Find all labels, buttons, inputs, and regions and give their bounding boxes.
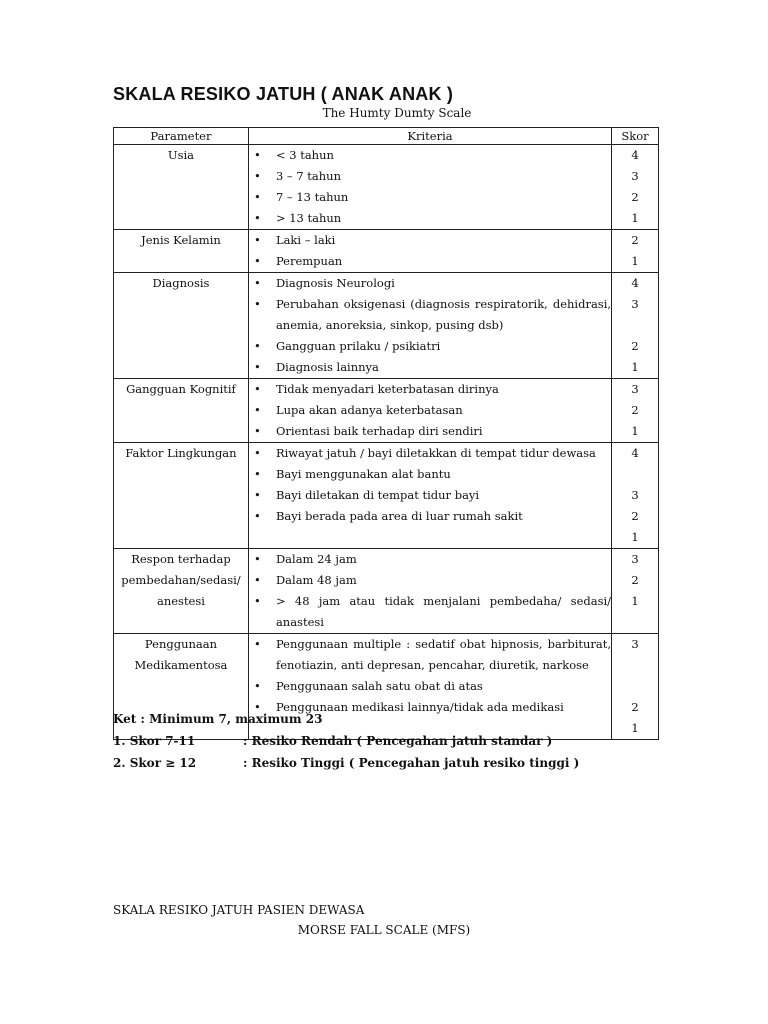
score-value: 1 [631, 211, 639, 225]
table-row-respon-pembedahan [114, 549, 659, 634]
score-value: 4 [631, 148, 639, 162]
criteria-item: • Tidak menyadari keterbatasan dirinya [249, 379, 611, 400]
notes-lead: Ket : Minimum 7, maximum 23 [113, 712, 323, 726]
criteria-item: • > 48 jam atau tidak menjalani pembedaha/ sedasi/ anastesi [249, 591, 611, 633]
score-value: 2 [631, 233, 639, 247]
section-subtitle: MORSE FALL SCALE (MFS) [297, 923, 471, 937]
table-row-gangguan-kognitif [114, 379, 659, 443]
score-value: 3 [631, 552, 639, 566]
risk-scale-table [113, 127, 659, 740]
score-value: 3 [631, 382, 639, 396]
header-parameter: Parameter [114, 128, 249, 145]
notes-key: 1. Skor 7-11 [113, 734, 196, 748]
score-spacer [612, 676, 658, 697]
criteria-item: • Diagnosis Neurologi [249, 273, 611, 294]
score-value: 2 [631, 700, 639, 714]
criteria-item: • Diagnosis lainnya [249, 357, 611, 378]
parameter-cell: Respon terhadap pembedahan/sedasi/ anestesi [114, 549, 249, 634]
score-value: 2 [631, 403, 639, 417]
score-value: 3 [631, 169, 639, 183]
criteria-item: • Riwayat jatuh / bayi diletakkan di tempat tidur dewasa [249, 443, 611, 464]
criteria-item: • Bayi menggunakan alat bantu [249, 464, 611, 485]
score-value: 2 [631, 573, 639, 587]
page-title: SKALA RESIKO JATUH ( ANAK ANAK ) [113, 84, 454, 104]
criteria-item: • Penggunaan salah satu obat di atas [249, 676, 611, 697]
notes-line-low-risk [113, 734, 552, 748]
criteria-cell [248, 549, 611, 634]
score-spacer [612, 315, 658, 336]
notes-value: : Resiko Tinggi ( Pencegahan jatuh resiko tinggi ) [243, 756, 580, 770]
score-value: 4 [631, 276, 639, 290]
notes-key: 2. Skor ≥ 12 [113, 756, 197, 770]
criteria-cell [248, 230, 611, 273]
score-cell [612, 145, 659, 230]
table-row-faktor-lingkungan [114, 443, 659, 549]
score-value: 1 [631, 721, 639, 735]
criteria-item: • Gangguan prilaku / psikiatri [249, 336, 611, 357]
notes-value: : Resiko Rendah ( Pencegahan jatuh standar ) [243, 734, 553, 748]
parameter-cell: Faktor Lingkungan [114, 443, 249, 549]
score-value: 2 [631, 339, 639, 353]
table-row-usia [114, 145, 659, 230]
score-cell [612, 273, 659, 379]
score-cell [612, 549, 659, 634]
page-subtitle: The Humty Dumty Scale [322, 106, 472, 120]
section-title: SKALA RESIKO JATUH PASIEN DEWASA [113, 903, 365, 917]
table-row-jenis-kelamin [114, 230, 659, 273]
criteria-item: • Orientasi baik terhadap diri sendiri [249, 421, 611, 442]
score-value: 1 [631, 424, 639, 438]
score-value: 2 [631, 509, 639, 523]
criteria-item: • < 3 tahun [249, 145, 611, 166]
criteria-cell [248, 379, 611, 443]
header-kriteria: Kriteria [248, 128, 611, 145]
criteria-cell [248, 273, 611, 379]
criteria-item: • Dalam 48 jam [249, 570, 611, 591]
score-cell [612, 443, 659, 549]
score-cell [612, 379, 659, 443]
parameter-cell: Gangguan Kognitif [114, 379, 249, 443]
criteria-item: • Penggunaan multiple : sedatif obat hipnosis, barbiturat, fenotiazin, anti depresan, pencahar, diuretik, narkose [249, 634, 611, 676]
score-value: 1 [631, 254, 639, 268]
score-spacer [612, 464, 658, 485]
score-cell [612, 230, 659, 273]
criteria-item: • Perubahan oksigenasi (diagnosis respiratorik, dehidrasi, anemia, anoreksia, sinkop, pusing dsb) [249, 294, 611, 336]
criteria-item: • Penggunaan medikasi lainnya/tidak ada medikasi [249, 697, 611, 718]
score-value: 3 [631, 637, 639, 651]
criteria-cell [248, 145, 611, 230]
criteria-item: • 7 – 13 tahun [249, 187, 611, 208]
criteria-item: • Laki – laki [249, 230, 611, 251]
criteria-cell [248, 443, 611, 549]
score-value: 1 [631, 530, 639, 544]
criteria-item: • Perempuan [249, 251, 611, 272]
criteria-item: • Bayi diletakan di tempat tidur bayi [249, 485, 611, 506]
table-row-diagnosis [114, 273, 659, 379]
score-value: 3 [631, 297, 639, 311]
table-header-row [114, 128, 659, 145]
criteria-item: • Bayi berada pada area di luar rumah sakit [249, 506, 611, 527]
parameter-cell: Jenis Kelamin [114, 230, 249, 273]
score-value: 3 [631, 488, 639, 502]
score-value: 1 [631, 594, 639, 608]
score-spacer [612, 655, 658, 676]
criteria-item: • 3 – 7 tahun [249, 166, 611, 187]
criteria-item: • Lupa akan adanya keterbatasan [249, 400, 611, 421]
notes-line-high-risk [113, 756, 579, 770]
criteria-item: • Dalam 24 jam [249, 549, 611, 570]
score-value: 2 [631, 190, 639, 204]
criteria-item: • > 13 tahun [249, 208, 611, 229]
parameter-cell: Penggunaan Medikamentosa [114, 634, 249, 740]
score-value: 4 [631, 446, 639, 460]
parameter-cell: Diagnosis [114, 273, 249, 379]
header-skor: Skor [612, 128, 659, 145]
score-cell [612, 634, 659, 740]
parameter-cell: Usia [114, 145, 249, 230]
score-value: 1 [631, 360, 639, 374]
